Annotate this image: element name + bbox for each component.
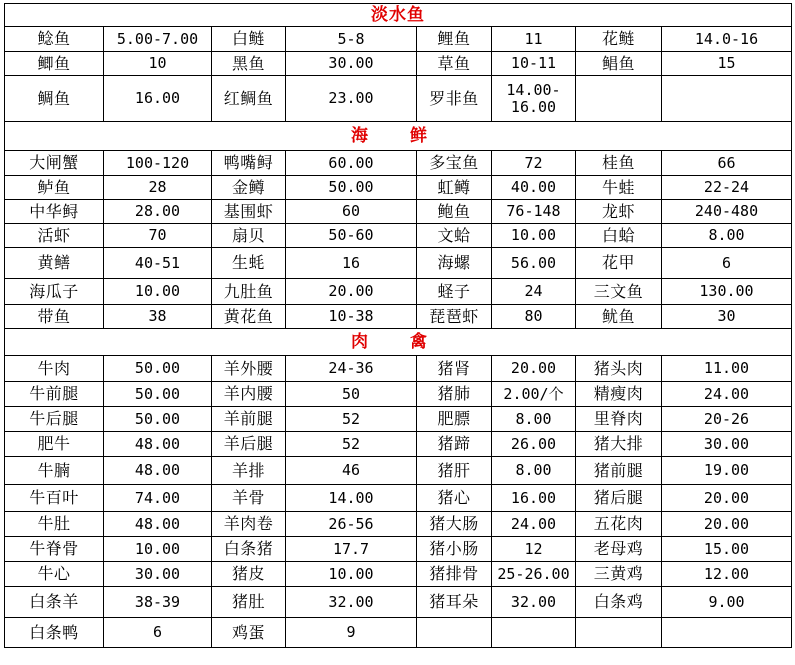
item-name: 猪前腿 bbox=[576, 457, 662, 485]
item-price: 30.00 bbox=[104, 562, 212, 587]
item-price bbox=[662, 618, 792, 648]
table-row bbox=[5, 382, 792, 407]
item-price: 10-11 bbox=[492, 52, 576, 76]
item-price: 2.00/个 bbox=[492, 382, 576, 407]
item-name: 猪皮 bbox=[212, 562, 286, 587]
item-price: 24.00 bbox=[662, 382, 792, 407]
item-name: 白条鸭 bbox=[5, 618, 104, 648]
item-price: 30 bbox=[662, 305, 792, 329]
item-price: 22-24 bbox=[662, 176, 792, 200]
item-price: 10.00 bbox=[104, 537, 212, 562]
item-price bbox=[662, 76, 792, 122]
item-price: 40.00 bbox=[492, 176, 576, 200]
item-name: 猪小肠 bbox=[417, 537, 492, 562]
table-row bbox=[5, 248, 792, 279]
item-price: 32.00 bbox=[286, 587, 417, 618]
item-name: 牛蛙 bbox=[576, 176, 662, 200]
item-name: 牛脊骨 bbox=[5, 537, 104, 562]
item-price: 80 bbox=[492, 305, 576, 329]
table-row bbox=[5, 176, 792, 200]
item-price: 48.00 bbox=[104, 457, 212, 485]
table-row bbox=[5, 512, 792, 537]
item-price: 50-60 bbox=[286, 224, 417, 248]
item-name: 猪头肉 bbox=[576, 356, 662, 382]
item-name: 花甲 bbox=[576, 248, 662, 279]
item-name: 中华鲟 bbox=[5, 200, 104, 224]
section-title bbox=[5, 329, 792, 356]
item-price: 11 bbox=[492, 27, 576, 52]
item-name: 蛏子 bbox=[417, 279, 492, 305]
section-title-text: 海 鲜 bbox=[351, 125, 445, 146]
item-price: 100-120 bbox=[104, 151, 212, 176]
item-price: 16.00 bbox=[492, 485, 576, 512]
item-name: 牛百叶 bbox=[5, 485, 104, 512]
item-price: 60 bbox=[286, 200, 417, 224]
item-name: 红鲷鱼 bbox=[212, 76, 286, 122]
item-name: 罗非鱼 bbox=[417, 76, 492, 122]
item-name: 猪心 bbox=[417, 485, 492, 512]
item-price: 74.00 bbox=[104, 485, 212, 512]
item-name: 三文鱼 bbox=[576, 279, 662, 305]
item-name: 带鱼 bbox=[5, 305, 104, 329]
section-header bbox=[5, 122, 792, 151]
item-name: 鲷鱼 bbox=[5, 76, 104, 122]
item-price: 6 bbox=[662, 248, 792, 279]
item-price: 26.00 bbox=[492, 432, 576, 457]
item-name bbox=[576, 76, 662, 122]
item-price: 10-38 bbox=[286, 305, 417, 329]
table-row bbox=[5, 562, 792, 587]
item-name: 黑鱼 bbox=[212, 52, 286, 76]
item-price: 30.00 bbox=[286, 52, 417, 76]
item-name: 生蚝 bbox=[212, 248, 286, 279]
item-name: 基围虾 bbox=[212, 200, 286, 224]
item-name: 黄鳝 bbox=[5, 248, 104, 279]
item-price: 16.00 bbox=[104, 76, 212, 122]
item-name: 扇贝 bbox=[212, 224, 286, 248]
item-name: 羊前腿 bbox=[212, 407, 286, 432]
item-name: 羊外腰 bbox=[212, 356, 286, 382]
item-name: 猪排骨 bbox=[417, 562, 492, 587]
item-name: 猪肚 bbox=[212, 587, 286, 618]
item-name: 多宝鱼 bbox=[417, 151, 492, 176]
item-price: 8.00 bbox=[492, 407, 576, 432]
table-row bbox=[5, 279, 792, 305]
item-name: 羊骨 bbox=[212, 485, 286, 512]
item-price: 8.00 bbox=[662, 224, 792, 248]
item-name: 猪蹄 bbox=[417, 432, 492, 457]
table-row bbox=[5, 200, 792, 224]
item-name: 牛肚 bbox=[5, 512, 104, 537]
item-name: 虹鳟 bbox=[417, 176, 492, 200]
item-price: 12 bbox=[492, 537, 576, 562]
item-name: 羊内腰 bbox=[212, 382, 286, 407]
item-name: 鲤鱼 bbox=[417, 27, 492, 52]
item-price: 24.00 bbox=[492, 512, 576, 537]
item-price: 6 bbox=[104, 618, 212, 648]
item-price: 52 bbox=[286, 432, 417, 457]
item-price: 50 bbox=[286, 382, 417, 407]
item-price: 9 bbox=[286, 618, 417, 648]
item-price: 8.00 bbox=[492, 457, 576, 485]
item-price: 50.00 bbox=[104, 407, 212, 432]
section-title bbox=[5, 4, 792, 27]
item-price: 19.00 bbox=[662, 457, 792, 485]
section-title-text: 肉 禽 bbox=[351, 331, 445, 352]
item-price: 38 bbox=[104, 305, 212, 329]
item-name: 鲶鱼 bbox=[5, 27, 104, 52]
item-price: 15.00 bbox=[662, 537, 792, 562]
table-row bbox=[5, 224, 792, 248]
item-price: 48.00 bbox=[104, 512, 212, 537]
item-name: 琵琶虾 bbox=[417, 305, 492, 329]
item-price: 240-480 bbox=[662, 200, 792, 224]
item-price: 32.00 bbox=[492, 587, 576, 618]
item-name bbox=[576, 618, 662, 648]
item-name: 海瓜子 bbox=[5, 279, 104, 305]
table-row bbox=[5, 618, 792, 648]
item-price: 50.00 bbox=[104, 382, 212, 407]
table-row bbox=[5, 356, 792, 382]
item-name: 肥膘 bbox=[417, 407, 492, 432]
table-row bbox=[5, 457, 792, 485]
section-title bbox=[5, 122, 792, 151]
table-row bbox=[5, 52, 792, 76]
item-name: 鸡蛋 bbox=[212, 618, 286, 648]
item-price: 20.00 bbox=[662, 485, 792, 512]
section-header bbox=[5, 4, 792, 27]
item-name: 三黄鸡 bbox=[576, 562, 662, 587]
item-name: 白蛤 bbox=[576, 224, 662, 248]
item-name: 活虾 bbox=[5, 224, 104, 248]
item-name: 牛心 bbox=[5, 562, 104, 587]
item-price: 24 bbox=[492, 279, 576, 305]
table-row bbox=[5, 407, 792, 432]
item-name: 鱿鱼 bbox=[576, 305, 662, 329]
item-name: 桂鱼 bbox=[576, 151, 662, 176]
item-price: 17.7 bbox=[286, 537, 417, 562]
item-name: 牛腩 bbox=[5, 457, 104, 485]
item-price: 15 bbox=[662, 52, 792, 76]
item-price: 9.00 bbox=[662, 587, 792, 618]
item-name: 牛前腿 bbox=[5, 382, 104, 407]
item-name: 鲈鱼 bbox=[5, 176, 104, 200]
item-name: 老母鸡 bbox=[576, 537, 662, 562]
item-price: 46 bbox=[286, 457, 417, 485]
item-name: 猪后腿 bbox=[576, 485, 662, 512]
item-price: 66 bbox=[662, 151, 792, 176]
item-price: 70 bbox=[104, 224, 212, 248]
item-name: 猪大肠 bbox=[417, 512, 492, 537]
item-name: 里脊肉 bbox=[576, 407, 662, 432]
item-name bbox=[417, 618, 492, 648]
item-name: 羊排 bbox=[212, 457, 286, 485]
item-price: 28 bbox=[104, 176, 212, 200]
item-name: 白条猪 bbox=[212, 537, 286, 562]
item-name: 猪大排 bbox=[576, 432, 662, 457]
item-name: 白条鸡 bbox=[576, 587, 662, 618]
item-price: 26-56 bbox=[286, 512, 417, 537]
item-name: 猪耳朵 bbox=[417, 587, 492, 618]
item-price: 16 bbox=[286, 248, 417, 279]
item-price: 40-51 bbox=[104, 248, 212, 279]
table-row bbox=[5, 151, 792, 176]
item-price: 14.00- 16.00 bbox=[492, 76, 576, 122]
item-name: 金鳟 bbox=[212, 176, 286, 200]
item-name: 羊肉卷 bbox=[212, 512, 286, 537]
item-price: 60.00 bbox=[286, 151, 417, 176]
table-row bbox=[5, 485, 792, 512]
table-row bbox=[5, 432, 792, 457]
section-title-text: 淡水鱼 bbox=[371, 4, 425, 25]
item-name: 牛后腿 bbox=[5, 407, 104, 432]
item-name: 大闸蟹 bbox=[5, 151, 104, 176]
item-price: 12.00 bbox=[662, 562, 792, 587]
item-name: 猪肝 bbox=[417, 457, 492, 485]
item-price: 20-26 bbox=[662, 407, 792, 432]
item-name: 龙虾 bbox=[576, 200, 662, 224]
item-name: 肥牛 bbox=[5, 432, 104, 457]
item-price: 56.00 bbox=[492, 248, 576, 279]
item-name: 海螺 bbox=[417, 248, 492, 279]
table-row bbox=[5, 537, 792, 562]
item-name: 草鱼 bbox=[417, 52, 492, 76]
item-price: 23.00 bbox=[286, 76, 417, 122]
item-price: 20.00 bbox=[286, 279, 417, 305]
item-name: 猪肾 bbox=[417, 356, 492, 382]
item-name: 牛肉 bbox=[5, 356, 104, 382]
item-price: 14.00 bbox=[286, 485, 417, 512]
item-price: 130.00 bbox=[662, 279, 792, 305]
item-price: 48.00 bbox=[104, 432, 212, 457]
item-price: 28.00 bbox=[104, 200, 212, 224]
item-name: 精瘦肉 bbox=[576, 382, 662, 407]
item-name: 文蛤 bbox=[417, 224, 492, 248]
item-price: 24-36 bbox=[286, 356, 417, 382]
table-row bbox=[5, 27, 792, 52]
item-name: 白鲢 bbox=[212, 27, 286, 52]
item-price: 10 bbox=[104, 52, 212, 76]
item-price: 10.00 bbox=[104, 279, 212, 305]
item-price: 10.00 bbox=[286, 562, 417, 587]
item-name: 黄花鱼 bbox=[212, 305, 286, 329]
item-price: 10.00 bbox=[492, 224, 576, 248]
item-name: 鲍鱼 bbox=[417, 200, 492, 224]
item-name: 九肚鱼 bbox=[212, 279, 286, 305]
table-row bbox=[5, 305, 792, 329]
item-price: 5.00-7.00 bbox=[104, 27, 212, 52]
item-price: 38-39 bbox=[104, 587, 212, 618]
item-price: 30.00 bbox=[662, 432, 792, 457]
item-name: 花鲢 bbox=[576, 27, 662, 52]
item-price bbox=[492, 618, 576, 648]
item-name: 五花肉 bbox=[576, 512, 662, 537]
item-name: 羊后腿 bbox=[212, 432, 286, 457]
item-price: 5-8 bbox=[286, 27, 417, 52]
table-row bbox=[5, 587, 792, 618]
item-price: 14.0-16 bbox=[662, 27, 792, 52]
item-name: 猪肺 bbox=[417, 382, 492, 407]
item-price: 20.00 bbox=[662, 512, 792, 537]
item-price: 52 bbox=[286, 407, 417, 432]
item-name: 鲳鱼 bbox=[576, 52, 662, 76]
item-price: 50.00 bbox=[104, 356, 212, 382]
price-list bbox=[4, 3, 792, 648]
item-name: 鸭嘴鲟 bbox=[212, 151, 286, 176]
item-price: 20.00 bbox=[492, 356, 576, 382]
table-row bbox=[5, 76, 792, 122]
item-price: 50.00 bbox=[286, 176, 417, 200]
item-price: 11.00 bbox=[662, 356, 792, 382]
item-price: 25-26.00 bbox=[492, 562, 576, 587]
item-name: 鲫鱼 bbox=[5, 52, 104, 76]
price-table bbox=[4, 3, 792, 648]
item-price: 76-148 bbox=[492, 200, 576, 224]
item-price: 72 bbox=[492, 151, 576, 176]
item-name: 白条羊 bbox=[5, 587, 104, 618]
section-header bbox=[5, 329, 792, 356]
